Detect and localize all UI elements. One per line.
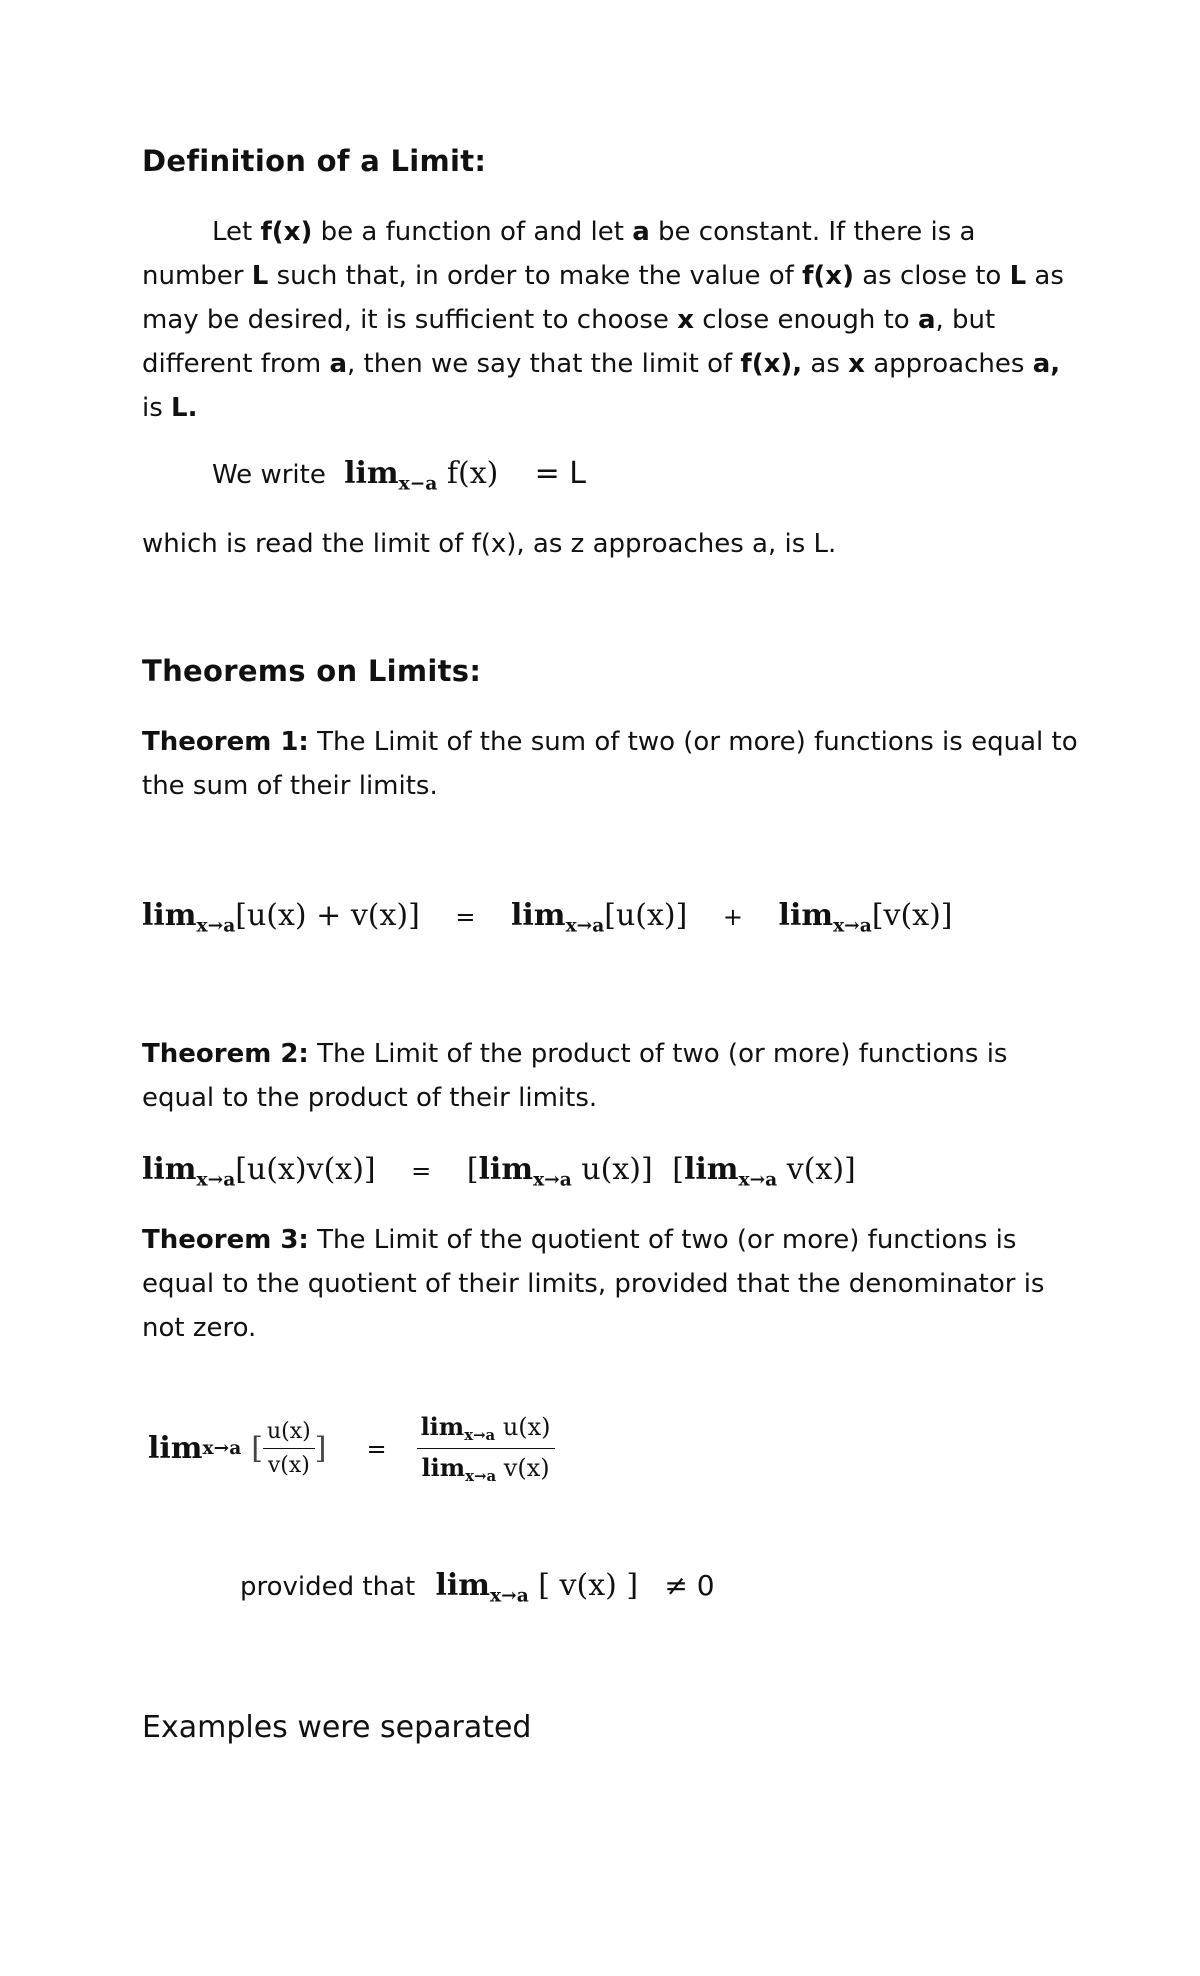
definition-paragraph: Let f(x) be a function of and let a be constant. If there is a number L such that, in order to make the value of f(x) as close to L as may be desired, it is sufficient to choose x close enough to a, but different from a, then we say that the limit of f(x), as x approaches a, is L. [142, 217, 1064, 423]
theorems-heading: Theorems on Limits: [142, 654, 482, 688]
theorem-3-condition: provided that $\lim_{x\to a}$ [ v(x) ] ≠ 0 [240, 1568, 715, 1607]
we-write-line: We write $\lim_{x-a} f(x) = L$ [212, 456, 586, 495]
theorem-2-equation: $\lim_{x\to a}[u(x)v(x)] = [\lim_{x\to a}$ u(x)] [$\lim_{x\to a}$ v(x)] [142, 1152, 856, 1191]
theorem-3-text: Theorem 3: The Limit of the quotient of two (or more) functions is equal to the quotient of their limits, provided that the denominator is not zero. [142, 1225, 1045, 1343]
definition-reading: which is read the limit of f(x), as z approaches a, is L. [142, 529, 837, 559]
theorem-3-equation: lim x→a [ $\frac{u(x)}{v(x)}$ ] = $\frac{\lim_{x\to a} u(x)}{\lim_{x\to a} v(x)}$ [148, 1412, 555, 1485]
theorem-1-equation: $\lim_{x\to a}[u(x) + v(x)] = \lim_{x\to a}[u(x)] + \lim_{x\to a}[v(x)]$ [142, 898, 953, 937]
theorem-1-text: Theorem 1: The Limit of the sum of two (or more) functions is equal to the sum of their limits. [142, 727, 1078, 801]
theorem-2-text: Theorem 2: The Limit of the product of two (or more) functions is equal to the product of their limits. [142, 1039, 1008, 1113]
theorem-3-rhs-fraction: $\frac{\lim_{x\to a} u(x)}{\lim_{x\to a} v(x)}$ [417, 1412, 555, 1485]
footer-note: Examples were separated [142, 1710, 532, 1745]
definition-heading: Definition of a Limit: [142, 144, 487, 178]
limit-notation: $\lim_{x-a} f(x)$ [344, 456, 499, 495]
theorem-3-lhs-fraction: $\frac{u(x)}{v(x)}$ [263, 1419, 315, 1478]
